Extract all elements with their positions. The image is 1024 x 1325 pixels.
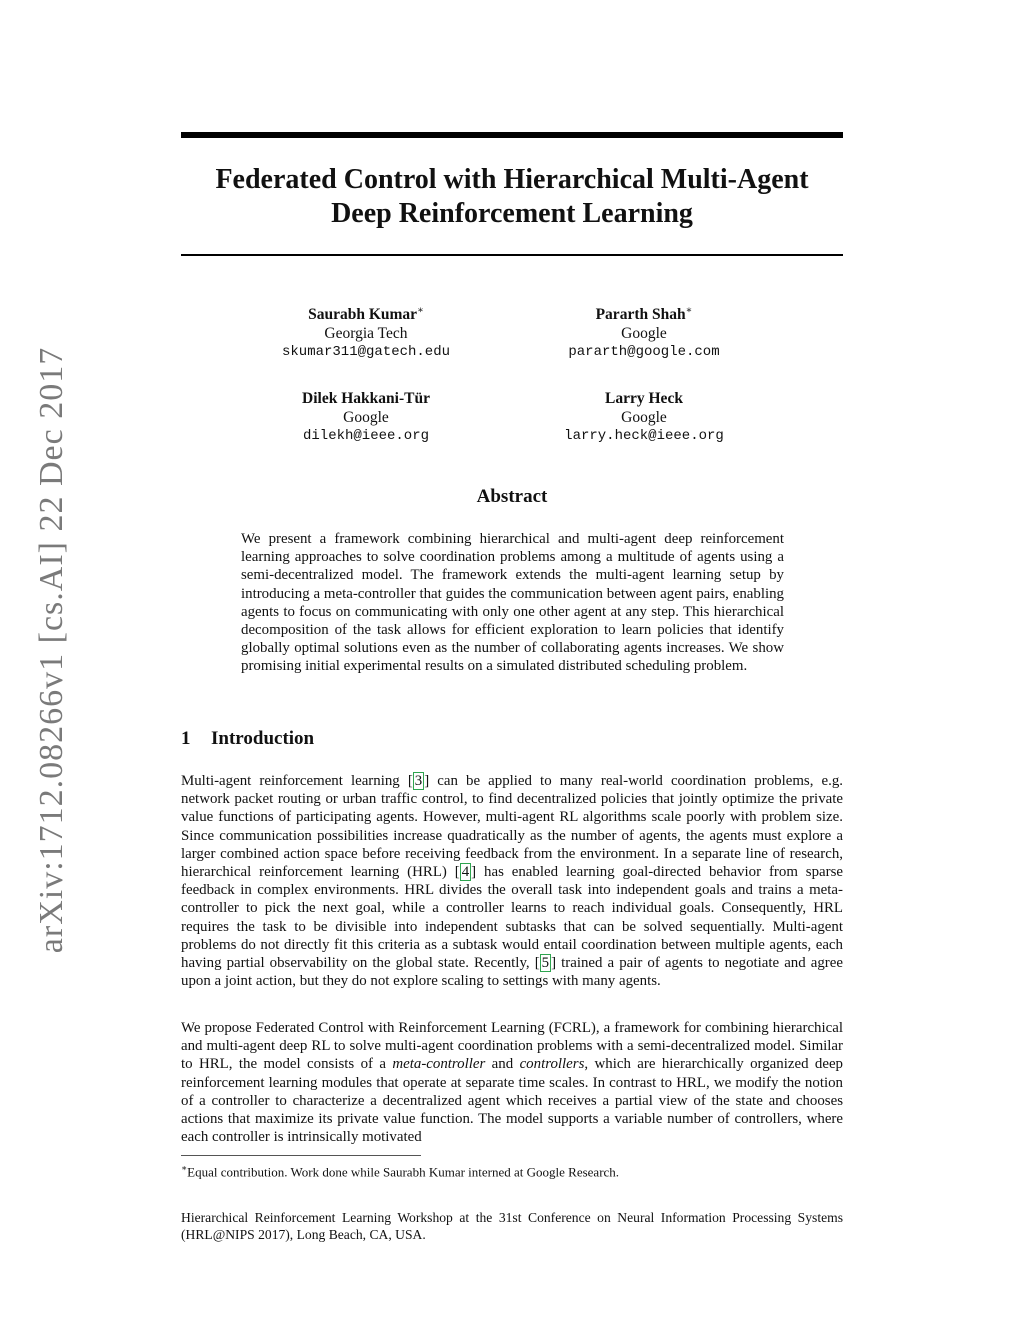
paragraph-text: and bbox=[485, 1056, 520, 1073]
paragraph-text: We propose Federated Control with Reinforcement Learning (FCRL), a framework for combining hierarchical and multi-agent deep RL to solve multi-agent coordination problems with a semi-decentralized model. Similar to HRL, the model consists of a bbox=[181, 1020, 843, 1073]
citation-link[interactable]: 4 bbox=[461, 864, 470, 881]
author-name: Saurabh Kumar bbox=[308, 306, 418, 324]
footnote bbox=[181, 1160, 843, 1180]
abstract-heading: Abstract bbox=[476, 486, 548, 507]
author-affiliation: Google bbox=[621, 325, 667, 343]
venue-note: Hierarchical Reinforcement Learning Workshop at the 31st Conference on Neural Information Processing Systems (HRL@NIPS 2017), Long Beach, CA, USA. bbox=[181, 1210, 843, 1242]
paragraph-text: has enabled learning goal-directed behavior from sparse feedback in complex environments. HRL divides the overall task into independent goals and trains a meta-controller to pick the next goal, while a controller learns to reach individual goals. Consequently, HRL requires the task to be divisible into independent subtasks that can be solved sequentially. Multi-agent problems do not directly fit this criteria as a subtask would entail coordination between multiple agents, each having partial observability on the global state. Recently, bbox=[181, 864, 843, 972]
citation-link[interactable]: 3 bbox=[414, 773, 423, 789]
author-affiliation: Google bbox=[343, 409, 389, 427]
paragraph-text: can be applied to many real-world coordination problems, e.g. network packet routing or urban traffic control, to find decentralized policies that jointly optimize the private value functions of participating agents. However, multi-agent RL algorithms scale poorly with problem size. Since communication possibilities increase quadratically as the number of agents, the agents must explore a larger combined action space before receiving feedback from the environment. In a separate line of research, hierarchical reinforcement learning (HRL) bbox=[181, 773, 843, 881]
author-name: Larry Heck bbox=[605, 390, 683, 408]
equal-contribution-mark: ∗ bbox=[417, 305, 424, 316]
author-name: Dilek Hakkani-Tür bbox=[302, 390, 430, 408]
intro-paragraph-2 bbox=[181, 1019, 843, 1146]
intro-paragraph-1: Multi-agent reinforcement learning [ 3 ] can be applied to many real-world coordination problems, e.g. network packet routing or urban traffic control, to find decentralized policies that jointly optimize the private value functions of participating agents. However, multi-agent RL algorithms scale poorly with problem size. Since communication possibilities increase quadratically as the number of agents, the agents must explore a larger combined action space before receiving feedback from the environment. In a separate line of research, hierarchical reinforcement learning (HRL) [ 4 ] has enabled learning goal-directed behavior from sparse feedback in complex environments. HRL divides the overall task into independent goals and trains a meta-controller to pick the next goal, while a controller learns to reach individual goals. Consequently, HRL requires the task to be divisible into independent subtasks that can be solved sequentially. Multi-agent problems do not directly fit this criteria as a subtask would entail coordination between multiple agents, each having partial observability on the global state. Recently, [ 5 ] trained a pair of agents to negotiate and agree upon a joint action, but they do not explore scaling to settings with many agents. bbox=[181, 773, 843, 990]
author-email[interactable]: pararth@google.com bbox=[568, 344, 720, 361]
emphasis-term: controllers bbox=[519, 1056, 585, 1073]
author-block bbox=[216, 385, 516, 446]
section-heading bbox=[181, 728, 314, 750]
paragraph-text: trained a pair of agents to negotiate and agree upon a joint action, but they do not explore scaling to settings with many agents. bbox=[181, 955, 843, 990]
paper-title bbox=[181, 163, 843, 231]
section-number: 1 bbox=[181, 728, 191, 749]
footnote-rule bbox=[181, 1155, 421, 1156]
author-name: Pararth Shah bbox=[595, 306, 686, 324]
author-email[interactable]: larry.heck@ieee.org bbox=[564, 428, 724, 445]
author-block bbox=[494, 385, 794, 446]
author-email[interactable]: dilekh@ieee.org bbox=[302, 428, 430, 445]
title-line-2: Deep Reinforcement Learning bbox=[331, 198, 693, 229]
title-bottom-rule bbox=[181, 254, 843, 256]
citation-link[interactable]: 5 bbox=[541, 955, 550, 972]
author-block bbox=[494, 301, 794, 362]
section-title: Introduction bbox=[211, 728, 315, 749]
arxiv-identifier-stamp: arXiv:1712.08266v1 [cs.AI] 22 Dec 2017 bbox=[33, 346, 70, 954]
abstract-text: We present a framework combining hierarchical and multi-agent deep reinforcement learning approaches to solve coordination problems among a multitude of agents using a semi-decentralized model. The framework extends the multi-agent learning setup by introducing a meta-controller that guides the communication between agent pairs, enabling agents to focus on communicating with only one other agent at any step. This hierarchical decomposition of the task allows for efficient exploration to learn policies that identify globally optimal solutions even as the number of collaborating agents increases. We show promising initial experimental results on a simulated distributed scheduling problem. bbox=[241, 531, 784, 675]
author-email[interactable]: skumar311@gatech.edu bbox=[281, 344, 451, 361]
footnote-mark: ∗ bbox=[181, 1163, 188, 1173]
author-affiliation: Georgia Tech bbox=[324, 325, 408, 343]
author-affiliation: Google bbox=[621, 409, 667, 427]
paragraph-text: Multi-agent reinforcement learning bbox=[181, 773, 408, 789]
paragraph-text: , which are hierarchically organized deep reinforcement learning modules that operate at separate time scales. In contrast to HRL, we modify the notion of a controller to characterize a decentralized agent which receives a partial view of the state and chooses actions that maximize its private value function. The model supports a variable number of controllers, where each controller is intrinsically motivated bbox=[181, 1056, 844, 1146]
title-top-rule bbox=[181, 132, 843, 138]
emphasis-term: meta-controller bbox=[392, 1056, 486, 1073]
equal-contribution-mark: ∗ bbox=[685, 305, 693, 316]
title-line-1: Federated Control with Hierarchical Multi-Agent bbox=[215, 164, 809, 195]
author-block bbox=[216, 301, 516, 362]
footnote-text: Equal contribution. Work done while Saurabh Kumar interned at Google Research. bbox=[187, 1164, 620, 1180]
